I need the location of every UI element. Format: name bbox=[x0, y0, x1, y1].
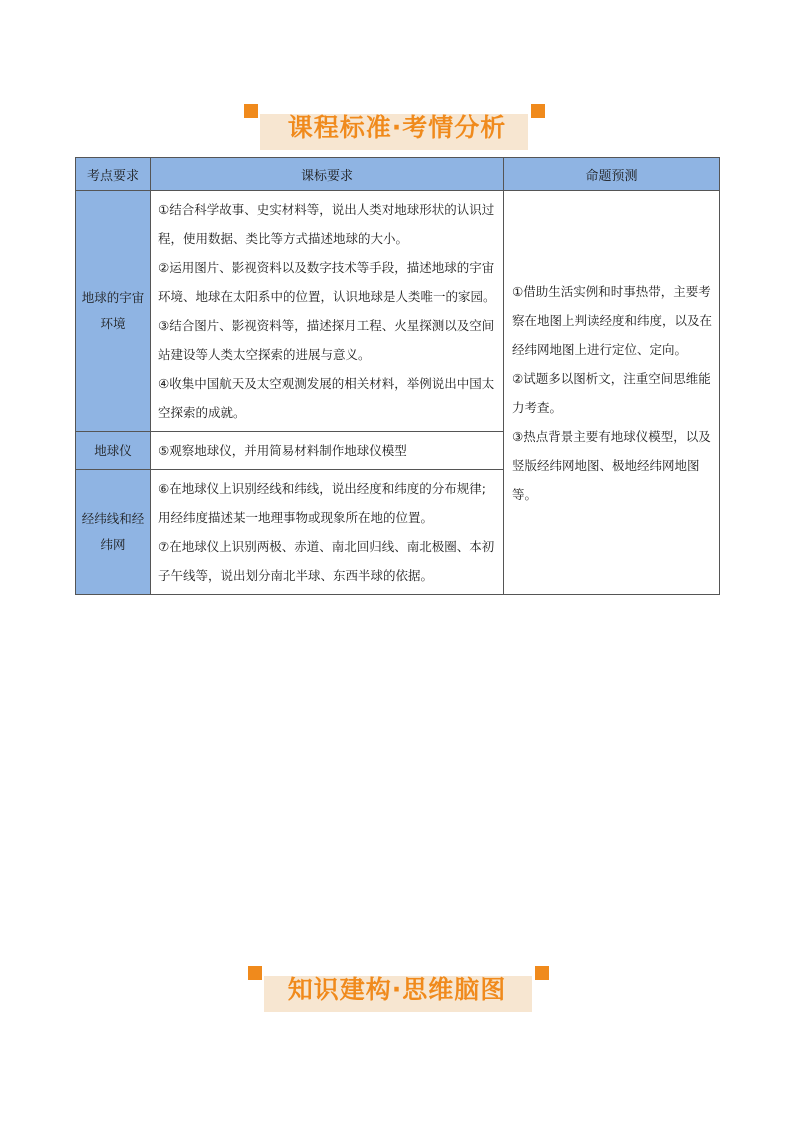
prediction-item: ③热点背景主要有地球仪模型，以及竖版经纬网地图、极地经纬网地图等。 bbox=[512, 428, 711, 502]
topic-cell: 地球仪 bbox=[76, 432, 151, 470]
section-title: 课程标准·考情分析 bbox=[287, 113, 507, 142]
requirement-item: ④收集中国航天及太空观测发展的相关材料，举例说出中国太空探索的成就。 bbox=[158, 376, 495, 420]
section-banner-mindmap bbox=[0, 962, 794, 1022]
table-row bbox=[76, 191, 720, 432]
requirements-cell bbox=[151, 432, 504, 470]
header-requirements: 课标要求 bbox=[151, 158, 504, 191]
requirement-item: ①结合科学故事、史实材料等，说出人类对地球形状的认识过程，使用数据、类比等方式描述地球的大小。 bbox=[158, 202, 495, 246]
requirement-item: ③结合图片、影视资料等，描述探月工程、火星探测以及空间站建设等人类太空探索的进展与意义。 bbox=[158, 318, 495, 362]
requirement-item: ②运用图片、影视资料以及数字技术等手段，描述地球的宇宙环境、地球在太阳系中的位置，认识地球是人类唯一的家园。 bbox=[158, 260, 496, 304]
requirements-cell bbox=[151, 191, 504, 432]
topic-cell: 地球的宇宙环境 bbox=[76, 191, 151, 432]
header-topic: 考点要求 bbox=[76, 158, 151, 191]
prediction-item: ②试题多以图析文，注重空间思维能力考查。 bbox=[512, 370, 711, 415]
header-prediction: 命题预测 bbox=[504, 158, 720, 191]
prediction-item: ①借助生活实例和时事热带，主要考察在地图上判读经度和纬度，以及在经纬网地图上进行定位、定向。 bbox=[512, 283, 713, 357]
section-banner-curriculum bbox=[0, 100, 794, 160]
requirement-item: ⑦在地球仪上识别两极、赤道、南北回归线、南北极圈、本初子午线等，说出划分南北半球、东西半球的依据。 bbox=[158, 539, 495, 583]
prediction-cell bbox=[504, 191, 720, 595]
requirements-cell bbox=[151, 470, 504, 595]
requirement-item: ⑤观察地球仪，并用简易材料制作地球仪模型 bbox=[158, 443, 407, 458]
table-header-row bbox=[76, 158, 720, 191]
topic-cell: 经纬线和经纬网 bbox=[76, 470, 151, 595]
curriculum-table bbox=[75, 157, 720, 595]
requirement-item: ⑥在地球仪上识别经线和纬线，说出经度和纬度的分布规律;用经纬度描述某一地理事物或现象所在地的位置。 bbox=[158, 481, 486, 525]
section-title: 知识建构·思维脑图 bbox=[287, 975, 507, 1004]
